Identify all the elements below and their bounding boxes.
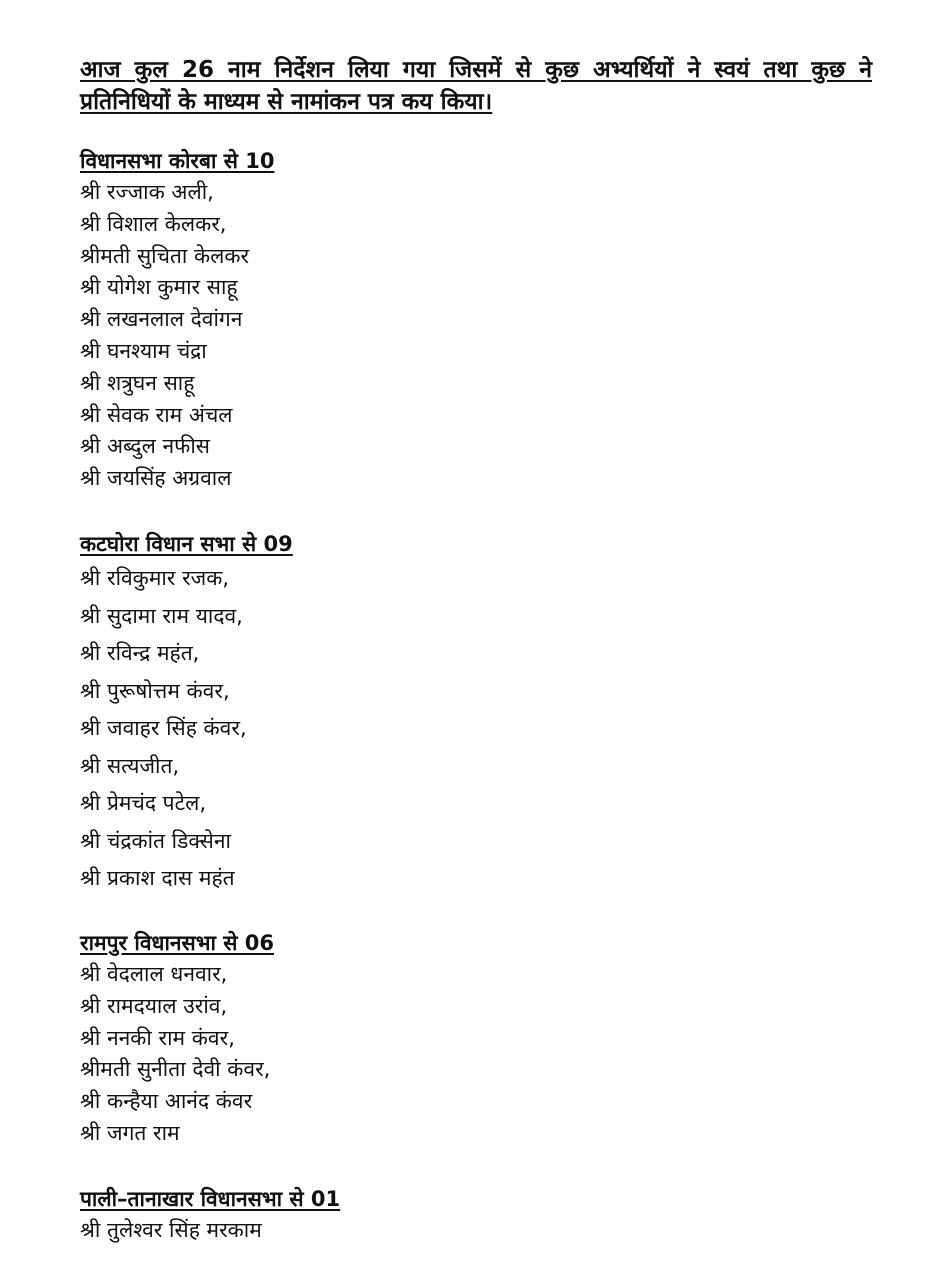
candidate-name: श्री सुदामा राम यादव, bbox=[80, 603, 243, 628]
candidate-name: श्रीमती सुचिता केलकर bbox=[80, 243, 250, 268]
candidate-name: श्री सेवक राम अंचल bbox=[80, 402, 233, 427]
candidate-name: श्री वेदलाल धनवार, bbox=[80, 962, 228, 986]
candidate-name: श्री विशाल केलकर, bbox=[80, 211, 227, 236]
candidate-name: श्री घनश्याम चंद्रा bbox=[80, 338, 207, 363]
candidate-name: श्री चंद्रकांत डिक्सेना bbox=[80, 828, 231, 853]
candidate-name: श्री जगत राम bbox=[80, 1120, 180, 1145]
candidate-name: श्री रज्जाक अली, bbox=[80, 180, 214, 204]
candidate-name: श्री सत्यजीत, bbox=[80, 753, 180, 778]
candidate-list-rampur bbox=[80, 959, 860, 1150]
candidate-name: श्री पुरूषोत्तम कंवर, bbox=[80, 678, 230, 703]
section-korba bbox=[80, 145, 860, 495]
section-katghora bbox=[80, 528, 860, 898]
candidate-name: श्री अब्दुल नफीस bbox=[80, 434, 210, 459]
section-heading-korba: विधानसभा कोरबा से 10 bbox=[80, 149, 275, 173]
candidate-list-katghora bbox=[80, 560, 860, 898]
candidate-name: श्री रविकुमार रजक, bbox=[80, 566, 230, 590]
candidate-name: श्री ननकी राम कंवर, bbox=[80, 1025, 235, 1050]
candidate-name: श्री जवाहर सिंह कंवर, bbox=[80, 716, 247, 740]
candidate-name: श्री रामदयाल उरांव, bbox=[80, 993, 228, 1018]
section-heading-katghora: कटघोरा विधान सभा से 09 bbox=[80, 532, 293, 556]
section-pali-tanakhar bbox=[80, 1183, 860, 1247]
candidate-name: श्री प्रकाश दास महंत bbox=[80, 866, 235, 890]
candidate-name: श्री तुलेश्वर सिंह मरकाम bbox=[80, 1218, 262, 1242]
candidate-name: श्री कन्हैया आनंद कंवर bbox=[80, 1089, 253, 1114]
section-heading-rampur: रामपुर विधानसभा से 06 bbox=[80, 931, 274, 955]
section-rampur bbox=[80, 927, 860, 1150]
candidate-name: श्री शत्रुघन साहू bbox=[80, 370, 195, 395]
candidate-name: श्री लखनलाल देवांगन bbox=[80, 307, 243, 332]
intro-paragraph: आज कुल 26 नाम निर्देशन लिया गया जिसमें से कुछ अभ्यर्थियों ने स्वयं तथा कुछ ने प्रतिनिधियों के माध्यम से नामांकन पत्र कय किया। bbox=[80, 57, 872, 115]
candidate-name: श्रीमती सुनीता देवी कंवर, bbox=[80, 1057, 271, 1082]
candidate-name: श्री प्रेमचंद पटेल, bbox=[80, 791, 207, 815]
candidate-list-pali-tanakhar bbox=[80, 1215, 860, 1247]
candidate-list-korba bbox=[80, 177, 860, 495]
candidate-name: श्री योगेश कुमार साहू bbox=[80, 275, 238, 300]
candidate-name: श्री रविन्द्र महंत, bbox=[80, 641, 200, 665]
candidate-name: श्री जयसिंह अग्रवाल bbox=[80, 466, 232, 491]
section-heading-pali-tanakhar: पाली–तानाखार विधानसभा से 01 bbox=[80, 1187, 341, 1211]
